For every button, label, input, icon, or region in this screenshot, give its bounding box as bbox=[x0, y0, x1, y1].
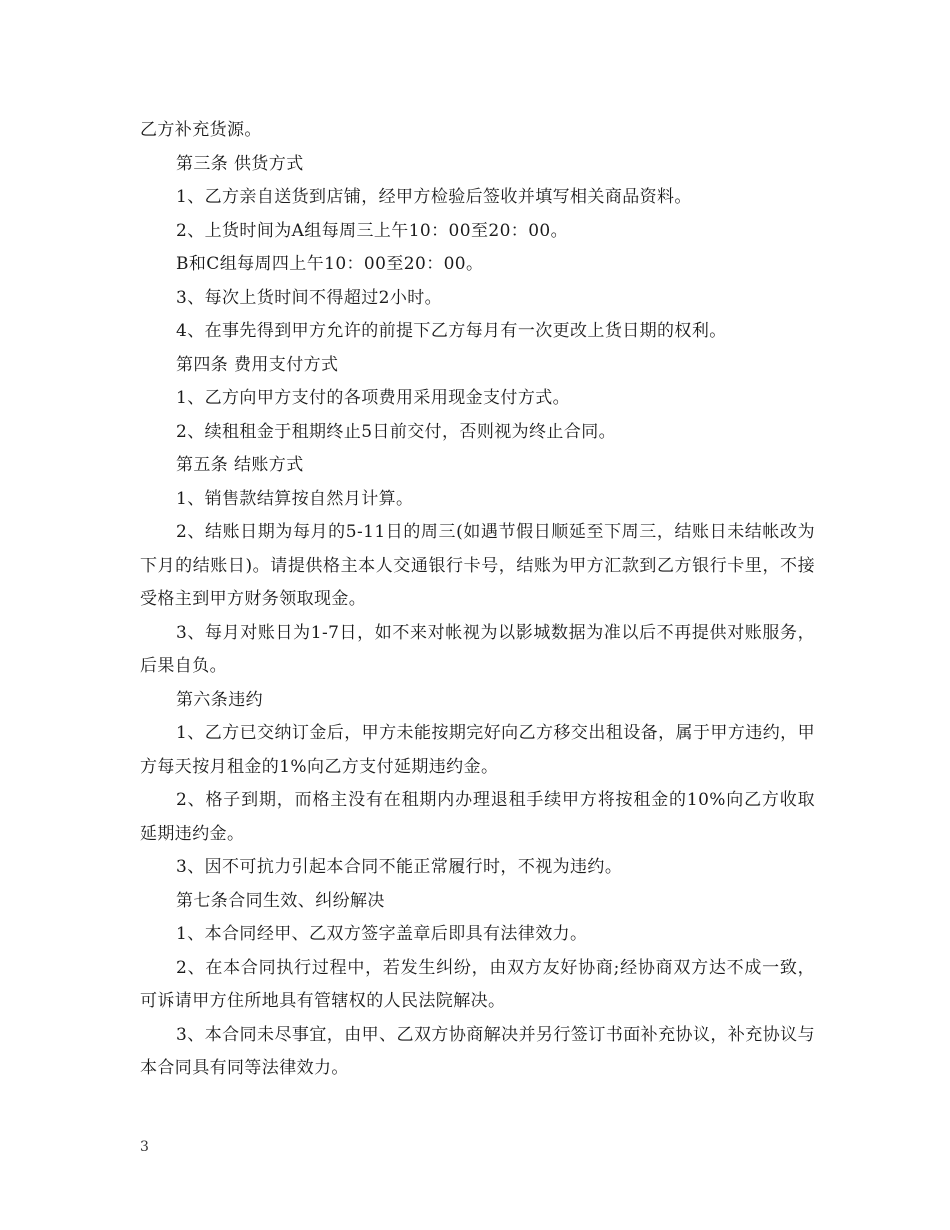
clause-7-2: 2、在本合同执行过程中，若发生纠纷，由双方友好协商;经协商双方达不成一致，可诉请甲方住所地具有管辖权的人民法院解决。 bbox=[140, 957, 815, 1011]
clause-3-1: 1、乙方亲自送货到店铺，经甲方检验后签收并填写相关商品资料。 bbox=[176, 187, 692, 207]
clause-5-1: 1、销售款结算按自然月计算。 bbox=[176, 488, 414, 509]
clause-3-4: 4、在事先得到甲方允许的前提下乙方每月有一次更改上货日期的权利。 bbox=[176, 321, 727, 341]
clause-7-1: 1、本合同经甲、乙双方签字盖章后即具有法律效力。 bbox=[176, 924, 588, 944]
clause-3-2: 2、上货时间为A组每周三上午10：00至20：00。 bbox=[176, 220, 569, 241]
clause-4-2: 2、续租租金于租期终止5日前交付，否则视为终止合同。 bbox=[176, 421, 617, 442]
clause-4-1: 1、乙方向甲方支付的各项费用采用现金支付方式。 bbox=[176, 388, 571, 408]
section-heading-6: 第六条违约 bbox=[176, 689, 263, 710]
clause-6-1: 1、乙方已交纳订金后，甲方未能按期完好向乙方移交出租设备，属于甲方违约，甲方每天按月租金的1%向乙方支付延期违约金。 bbox=[140, 723, 815, 777]
clause-3-2-continued: B和C组每周四上午10：00至20：00。 bbox=[176, 254, 484, 274]
clause-5-2: 2、结账日期为每月的5-11日的周三(如遇节假日顺延至下周三，结账日未结帐改为下月的结账日)。请提供格主本人交通银行卡号，结账为甲方汇款到乙方银行卡里，不接受格主到甲方财务领取现金。 bbox=[140, 522, 815, 609]
document-body bbox=[140, 114, 815, 1086]
page-number: 3 bbox=[140, 1139, 149, 1155]
paragraph-continuation: 乙方补充货源。 bbox=[140, 120, 262, 140]
clause-3-3: 3、每次上货时间不得超过2小时。 bbox=[176, 287, 443, 308]
section-heading-7: 第七条合同生效、纠纷解决 bbox=[176, 890, 385, 911]
section-heading-3: 第三条 供货方式 bbox=[176, 153, 304, 174]
section-heading-5: 第五条 结账方式 bbox=[176, 455, 304, 475]
clause-7-3: 3、本合同未尽事宜，由甲、乙双方协商解决并另行签订书面补充协议，补充协议与本合同具有同等法律效力。 bbox=[140, 1024, 815, 1078]
section-heading-4: 第四条 费用支付方式 bbox=[176, 354, 339, 375]
clause-6-3: 3、因不可抗力引起本合同不能正常履行时，不视为违约。 bbox=[176, 857, 623, 877]
clause-5-3: 3、每月对账日为1-7日，如不来对帐视为以影城数据为准以后不再提供对账服务，后果自负。 bbox=[140, 622, 815, 676]
clause-6-2: 2、格子到期，而格主没有在租期内办理退租手续甲方将按租金的10%向乙方收取延期违约金。 bbox=[140, 790, 815, 844]
